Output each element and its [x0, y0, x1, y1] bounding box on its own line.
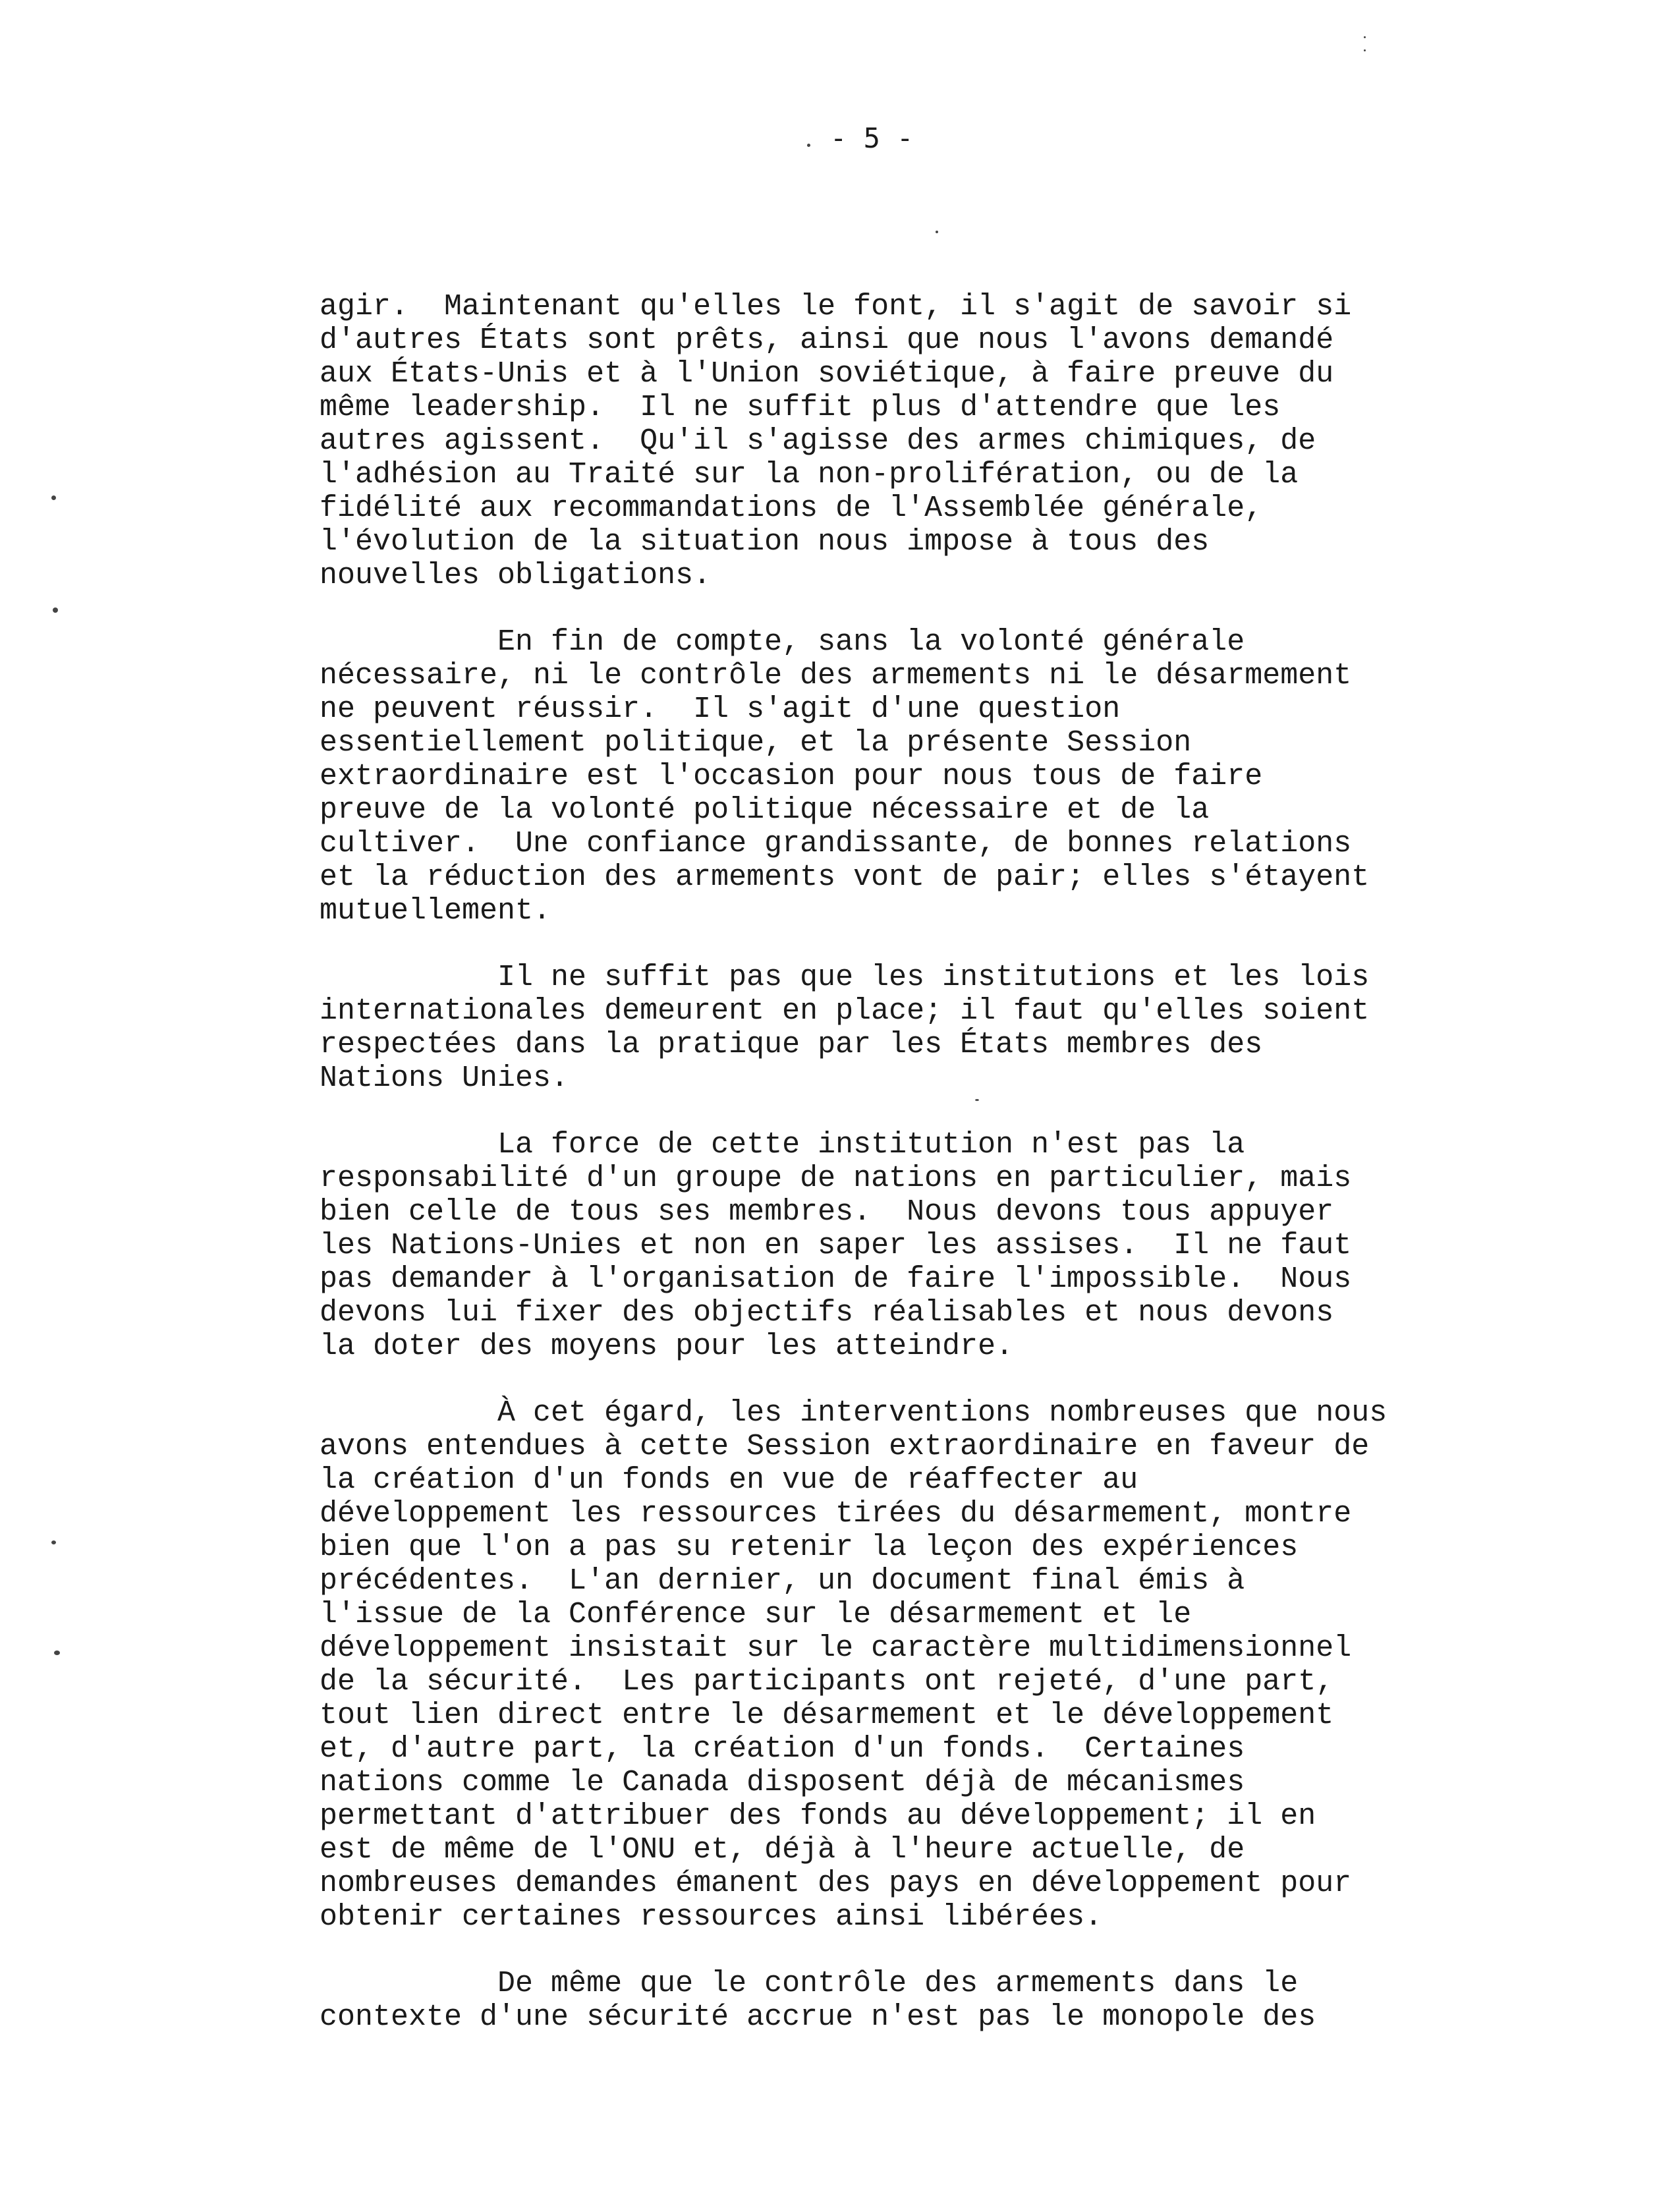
text-line: d'autres États sont prêts, ainsi que nous l'avons demandé	[320, 324, 1334, 357]
scan-speck	[54, 1651, 60, 1655]
text-line: l'issue de la Conférence sur le désarmement et le	[320, 1598, 1192, 1631]
text-line: devons lui fixer des objectifs réalisables et nous devons	[320, 1296, 1334, 1330]
scan-speck	[807, 144, 810, 147]
scan-speck	[936, 231, 938, 233]
text-line: De même que le contrôle des armements dans le	[320, 1967, 1299, 2000]
text-line: internationales demeurent en place; il faut qu'elles soient	[320, 994, 1370, 1028]
scan-speck	[1364, 49, 1366, 51]
text-line: ne peuvent réussir. Il s'agit d'une question	[320, 692, 1121, 726]
text-line: nombreuses demandes émanent des pays en développement pour	[320, 1867, 1352, 1900]
text-line: preuve de la volonté politique nécessaire et de la	[320, 793, 1210, 827]
text-line: l'évolution de la situation nous impose à tous des	[320, 525, 1210, 559]
paragraph	[320, 961, 1492, 1095]
text-line: développement les ressources tirées du désarmement, montre	[320, 1497, 1352, 1531]
page-number: - 5 -	[830, 122, 914, 154]
text-line: extraordinaire est l'occasion pour nous tous de faire	[320, 760, 1263, 793]
text-line: de la sécurité. Les participants ont rejeté, d'une part,	[320, 1665, 1334, 1699]
text-line: même leadership. Il ne suffit plus d'attendre que les	[320, 391, 1281, 424]
paragraph	[320, 625, 1492, 928]
text-line: Il ne suffit pas que les institutions et les lois	[320, 961, 1370, 994]
text-line: aux États-Unis et à l'Union soviétique, à faire preuve du	[320, 357, 1334, 391]
text-line: est de même de l'ONU et, déjà à l'heure actuelle, de	[320, 1833, 1245, 1867]
text-line: et la réduction des armements vont de pair; elles s'étayent	[320, 861, 1370, 894]
text-line: responsabilité d'un groupe de nations en particulier, mais	[320, 1162, 1352, 1195]
document-body	[320, 290, 1492, 2067]
text-line: autres agissent. Qu'il s'agisse des armes chimiques, de	[320, 424, 1316, 458]
scan-speck	[51, 495, 56, 500]
text-line: avons entendues à cette Session extraordinaire en faveur de	[320, 1430, 1370, 1463]
text-line: tout lien direct entre le désarmement et le développement	[320, 1699, 1334, 1732]
text-line: pas demander à l'organisation de faire l'impossible. Nous	[320, 1262, 1352, 1296]
text-line: bien celle de tous ses membres. Nous devons tous appuyer	[320, 1195, 1334, 1229]
text-line: respectées dans la pratique par les États membres des	[320, 1028, 1263, 1061]
text-line: l'adhésion au Traité sur la non-prolifération, ou de la	[320, 458, 1299, 492]
text-line: La force de cette institution n'est pas la	[320, 1128, 1245, 1162]
text-line: contexte d'une sécurité accrue n'est pas le monopole des	[320, 2000, 1316, 2034]
scan-speck	[1364, 36, 1366, 38]
text-line: et, d'autre part, la création d'un fonds. Certaines	[320, 1732, 1245, 1766]
text-line: les Nations-Unies et non en saper les assises. Il ne faut	[320, 1229, 1352, 1262]
paragraph	[320, 290, 1492, 592]
text-line: cultiver. Une confiance grandissante, de bonnes relations	[320, 827, 1352, 861]
scan-speck	[51, 1540, 56, 1544]
text-line: essentiellement politique, et la présente Session	[320, 726, 1192, 760]
text-line: agir. Maintenant qu'elles le font, il s'agit de savoir si	[320, 290, 1352, 324]
text-line: mutuellement.	[320, 894, 551, 928]
text-line: bien que l'on a pas su retenir la leçon des expériences	[320, 1531, 1299, 1564]
text-line: précédentes. L'an dernier, un document final émis à	[320, 1564, 1245, 1598]
text-line: nations comme le Canada disposent déjà de mécanismes	[320, 1766, 1245, 1799]
text-line: fidélité aux recommandations de l'Assemblée générale,	[320, 492, 1263, 525]
scan-speck	[53, 607, 58, 613]
text-line: obtenir certaines ressources ainsi libérées.	[320, 1900, 1103, 1934]
text-line: nouvelles obligations.	[320, 559, 712, 592]
paragraph	[320, 1396, 1492, 1934]
text-line: développement insistait sur le caractère multidimensionnel	[320, 1631, 1352, 1665]
text-line: la doter des moyens pour les atteindre.	[320, 1330, 1014, 1363]
text-line: En fin de compte, sans la volonté générale	[320, 625, 1245, 659]
text-line: permettant d'attribuer des fonds au développement; il en	[320, 1799, 1316, 1833]
text-line: nécessaire, ni le contrôle des armements ni le désarmement	[320, 659, 1352, 692]
text-line: Nations Unies.	[320, 1061, 569, 1095]
paragraph	[320, 1128, 1492, 1363]
paragraph	[320, 1967, 1492, 2034]
text-line: la création d'un fonds en vue de réaffecter au	[320, 1463, 1138, 1497]
scan-speck	[975, 1099, 979, 1101]
text-line: À cet égard, les interventions nombreuses que nous	[320, 1396, 1387, 1430]
